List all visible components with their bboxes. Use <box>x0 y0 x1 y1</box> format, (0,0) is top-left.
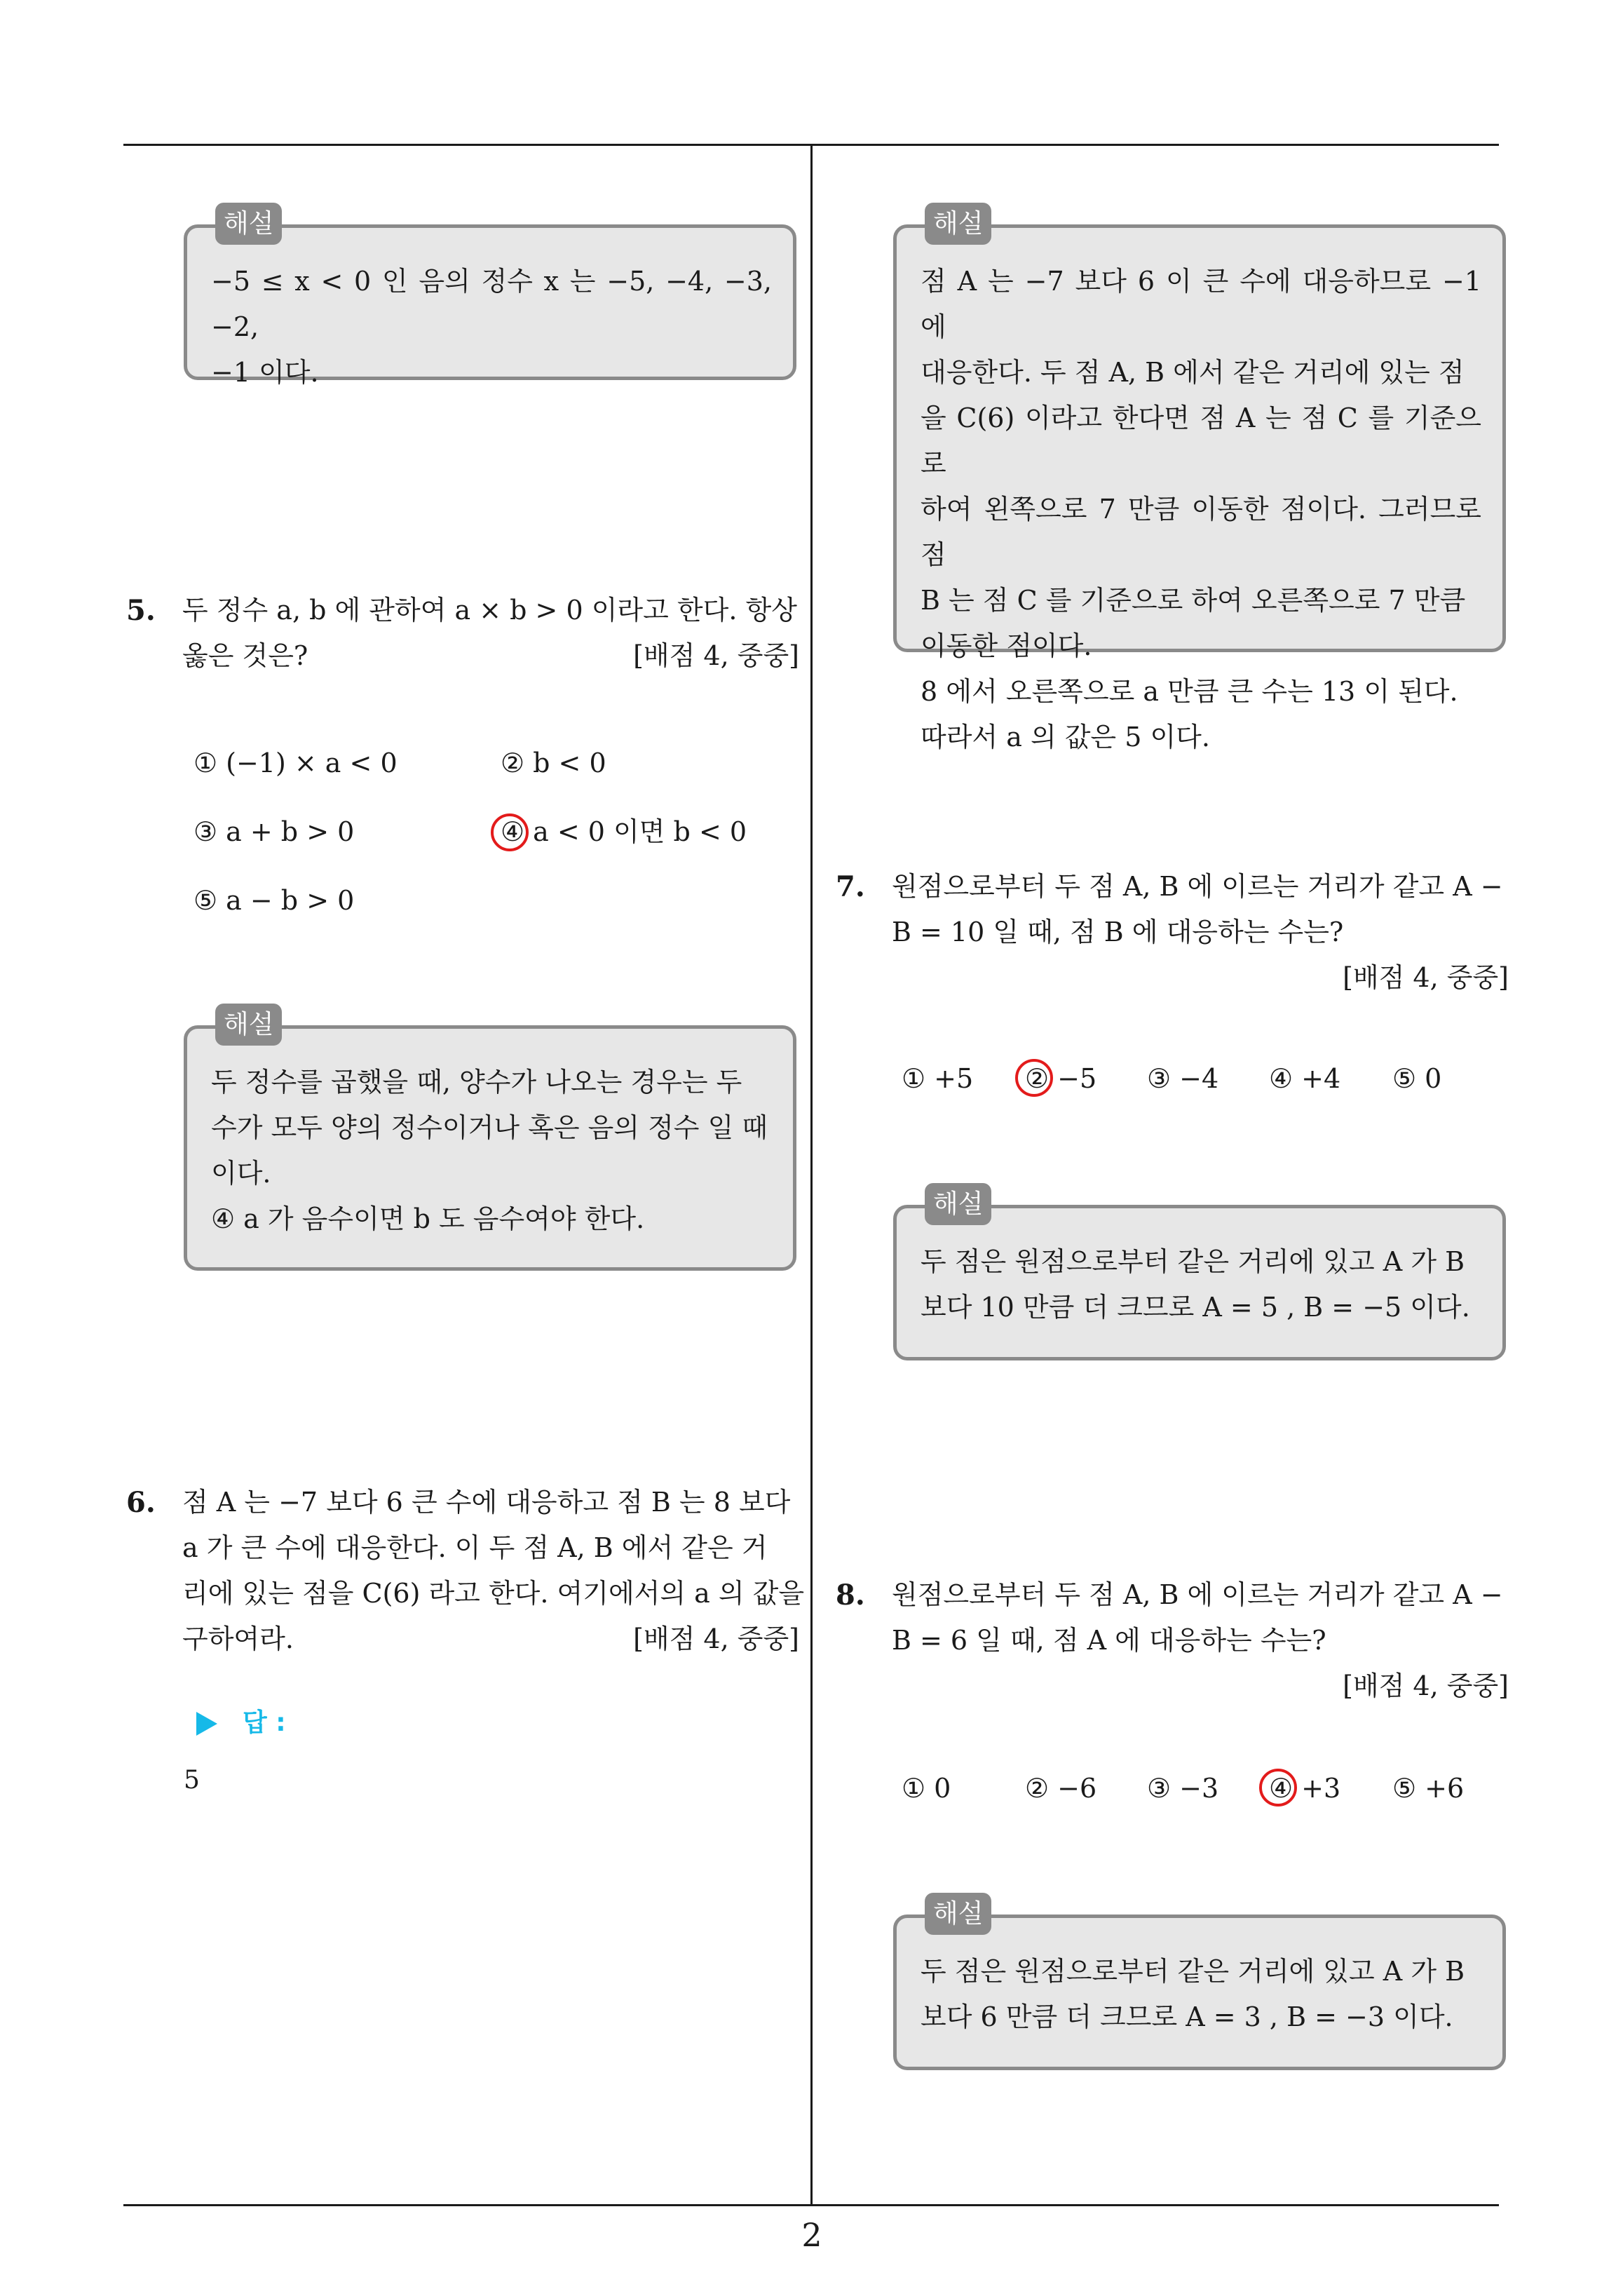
question-6 <box>126 1480 805 1669</box>
choice-3[interactable]: ③ −3 <box>1147 1773 1219 1804</box>
choice-2[interactable]: ② −6 <box>1025 1773 1097 1804</box>
choice-1[interactable]: ① +5 <box>902 1063 974 1094</box>
solution-box-q6 <box>893 208 1506 752</box>
choice-4[interactable]: ④ +3 <box>1269 1773 1341 1804</box>
solution-line: 수가 모두 양의 정수이거나 혹은 음의 정수 일 때 <box>211 1112 768 1143</box>
choice-1[interactable]: ① (−1) × a < 0 <box>193 748 398 778</box>
choice-3[interactable]: ③ a + b > 0 <box>193 816 355 847</box>
question-number: 7. <box>836 870 865 903</box>
solution-line: −1 이다. <box>211 357 319 388</box>
choice-2[interactable]: ② −5 <box>1025 1063 1097 1094</box>
answer-mark <box>1259 1769 1297 1807</box>
question-text: 점 A 는 −7 보다 6 큰 수에 대응하고 점 B 는 8 보다 a 가 큰 수에 대응한다. 이 두 점 A, B 에서 같은 거 리에 있는 점을 C(6) 라고 한다. 여기에서의 a 의 값을 구하여라. <box>182 1487 805 1654</box>
solution-box-q4 <box>184 208 796 388</box>
page-number: 2 <box>801 2216 822 2254</box>
solution-line: 대응한다. 두 점 A, B 에서 같은 거리에 있는 점 <box>921 357 1465 388</box>
choice-3[interactable]: ③ −4 <box>1147 1063 1219 1094</box>
solution-tag: 해설 <box>215 1004 282 1046</box>
solution-box-q8 <box>893 1898 1506 2070</box>
solution-line: 보다 6 만큼 더 크므로 A = 3 , B = −3 이다. <box>921 2001 1453 2032</box>
solution-box-q7 <box>893 1189 1506 1360</box>
solution-tag: 해설 <box>925 203 991 245</box>
score-label: [배점 4, 중중] <box>633 1623 799 1654</box>
question-number: 5. <box>126 594 156 627</box>
choice-2[interactable]: ② b < 0 <box>501 748 606 778</box>
question-8 <box>836 1572 1509 1720</box>
solution-line: 하여 왼쪽으로 7 만큼 이동한 점이다. 그러므로 점 <box>921 494 1481 570</box>
solution-tag: 해설 <box>925 1183 991 1225</box>
question-number: 6. <box>126 1486 156 1519</box>
question-5 <box>126 588 799 693</box>
solution-line: 보다 10 만큼 더 크므로 A = 5 , B = −5 이다. <box>921 1292 1470 1323</box>
solution-line: 점 A 는 −7 보다 6 이 큰 수에 대응하므로 −1 에 <box>921 266 1481 342</box>
solution-line: ④ a 가 음수이면 b 도 음수여야 한다. <box>211 1203 645 1234</box>
solution-line: −5 ≤ x < 0 인 음의 정수 x 는 −5, −4, −3, −2, <box>211 266 772 342</box>
solution-line: 두 정수를 곱했을 때, 양수가 나오는 경우는 두 <box>211 1067 742 1098</box>
choice-4[interactable]: ④ a < 0 이면 b < 0 <box>501 816 747 847</box>
answer-mark <box>491 813 529 851</box>
answer-mark <box>1015 1059 1053 1097</box>
score-label: [배점 4, 중중] <box>1343 1670 1509 1701</box>
answer-heading: 답 : <box>196 1703 286 1738</box>
score-label: [배점 4, 중중] <box>1343 962 1509 993</box>
triangle-icon <box>196 1712 217 1736</box>
solution-tag: 해설 <box>925 1893 991 1935</box>
choice-5[interactable]: ⑤ a − b > 0 <box>193 885 355 916</box>
choice-5[interactable]: ⑤ +6 <box>1392 1773 1465 1804</box>
column-divider <box>810 144 813 2206</box>
solution-line: 두 점은 원점으로부터 같은 거리에 있고 A 가 B <box>921 1956 1465 1987</box>
question-text: 원점으로부터 두 점 A, B 에 이르는 거리가 같고 A − B = 6 일 때, 점 A 에 대응하는 수는? <box>892 1579 1503 1656</box>
solution-line: 이동한 점이다. <box>921 630 1092 661</box>
solution-line: 이다. <box>211 1158 271 1189</box>
question-number: 8. <box>836 1579 865 1612</box>
bottom-rule <box>123 2204 1499 2206</box>
solution-line: 을 C(6) 이라고 한다면 점 A 는 점 C 를 기준으로 <box>921 403 1481 479</box>
question-text: 두 정수 a, b 에 관하여 a × b > 0 이라고 한다. 항상 옳은 것은? <box>182 595 797 671</box>
choice-4[interactable]: ④ +4 <box>1269 1063 1341 1094</box>
question-7 <box>836 864 1509 1011</box>
solution-line: 8 에서 오른쪽으로 a 만큼 큰 수는 13 이 된다. <box>921 676 1458 707</box>
score-label: [배점 4, 중중] <box>633 640 799 671</box>
solution-line: 두 점은 원점으로부터 같은 거리에 있고 A 가 B <box>921 1246 1465 1277</box>
question-text: 원점으로부터 두 점 A, B 에 이르는 거리가 같고 A − B = 10 일 때, 점 B 에 대응하는 수는? <box>892 871 1503 947</box>
choice-1[interactable]: ① 0 <box>902 1773 951 1804</box>
solution-box-q5 <box>184 1009 796 1271</box>
solution-tag: 해설 <box>215 203 282 245</box>
solution-line: B 는 점 C 를 기준으로 하여 오른쪽으로 7 만큼 <box>921 585 1466 616</box>
choice-5[interactable]: ⑤ 0 <box>1392 1063 1442 1094</box>
solution-line: 따라서 a 의 값은 5 이다. <box>921 722 1210 752</box>
answer-value: 5 <box>184 1766 200 1795</box>
